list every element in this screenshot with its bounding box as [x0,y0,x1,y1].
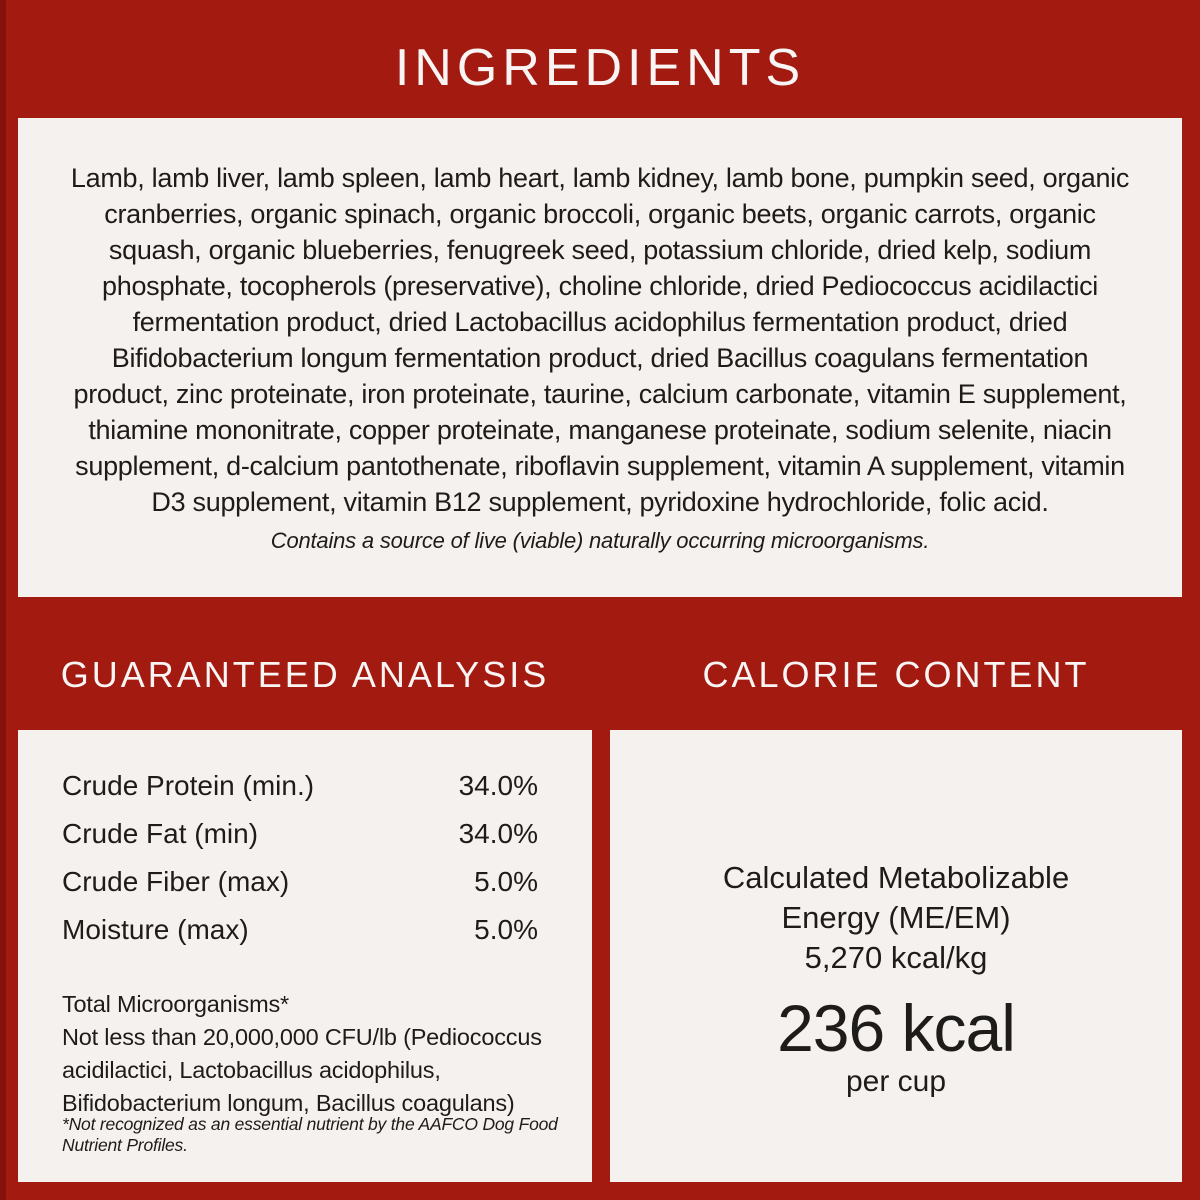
nutrient-label: Crude Protein (min.) [62,770,315,801]
table-row [18,906,592,954]
metabolizable-energy-line: Calculated Metabolizable [722,860,1070,895]
table-row [18,810,592,858]
nutrient-label: Moisture (max) [62,914,249,945]
total-microorganisms-title: Total Microorganisms* [62,991,289,1017]
nutrient-value: 34.0% [458,770,538,801]
nutrient-label: Crude Fat (min) [62,818,259,849]
metabolizable-energy-line: 5,270 kcal/kg [804,940,988,975]
total-microorganisms-detail: Not less than 20,000,000 CFU/lb (Pediococcus acidilactici, Lactobacillus acidophilus, Bifidobacterium longum, Bacillus coagulans) [62,1024,542,1116]
nutrient-value: 5.0% [474,914,538,945]
guaranteed-analysis-table [18,762,592,954]
left-edge-stripe [0,0,6,1200]
guaranteed-analysis-panel [18,730,592,1182]
calorie-content-heading: CALORIE CONTENT [702,654,1090,695]
aafco-footnote: *Not recognized as an essential nutrient by the AAFCO Dog Food Nutrient Profiles. [62,1114,558,1155]
total-microorganisms-block [18,988,592,1120]
kcal-per-cup-unit: per cup [845,1065,947,1098]
table-row [18,858,592,906]
kcal-per-cup-value: 236 kcal [777,991,1015,1065]
metabolizable-energy-block [723,858,1069,978]
microorganisms-source-note: Contains a source of live (viable) naturally occurring microorganisms. [270,528,930,553]
table-row [18,762,592,810]
metabolizable-energy-line: Energy (ME/EM) [781,900,1011,935]
nutrient-label: Crude Fiber (max) [62,866,290,897]
nutrient-value: 5.0% [474,866,538,897]
guaranteed-analysis-heading: GUARANTEED ANALYSIS [60,654,550,695]
nutrient-value: 34.0% [458,818,538,849]
ingredients-panel [18,118,1182,597]
ingredients-list-text: Lamb, lamb liver, lamb spleen, lamb heart, lamb kidney, lamb bone, pumpkin seed, organic cranberries, organic spinach, organic broccoli, organic beets, organic carrots, organic squash, organic blueberries, fenugreek seed, potassium chloride, dried kelp, sodium phosphate, tocopherols (preservative), choline chloride, dried Pediococcus acidilactici fermentation product, dried Lactobacillus acidophilus fermentation product, dried Bifidobacterium longum fermentation product, dried Bacillus coagulans fermentation product, zinc proteinate, iron proteinate, taurine, calcium carbonate, vitamin E supplement, thiamine mononitrate, copper proteinate, manganese proteinate, sodium selenite, niacin supplement, d-calcium pantothenate, riboflavin supplement, vitamin A supplement, vitamin D3 supplement, vitamin B12 supplement, pyridoxine hydrochloride, folic acid. [70,163,1130,517]
calorie-content-panel [610,730,1182,1182]
ingredients-title: INGREDIENTS [394,39,806,97]
ingredients-header [0,0,1200,118]
